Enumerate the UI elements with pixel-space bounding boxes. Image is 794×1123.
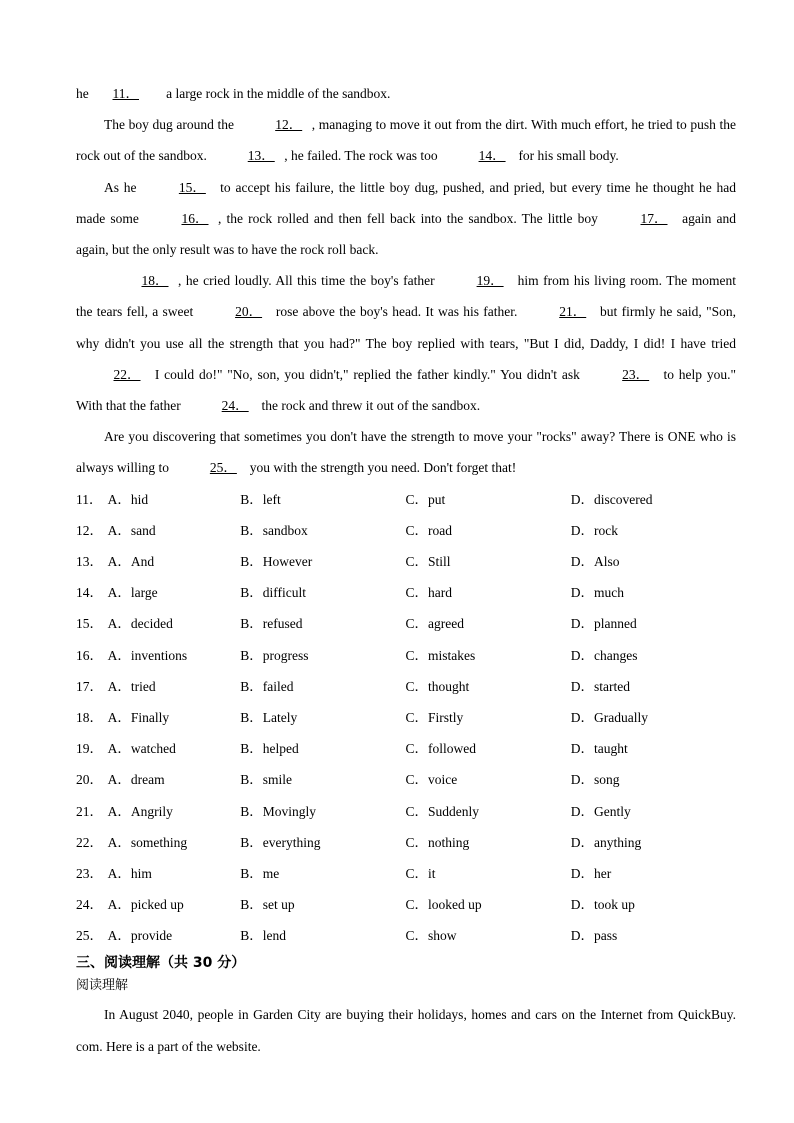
option-c: C．road <box>405 522 453 538</box>
option-c: C．thought <box>405 678 470 694</box>
text: you with the strength you need. Don't forget that! <box>246 460 517 476</box>
option-d: D．pass <box>570 928 618 944</box>
option-d: D．her <box>570 865 612 881</box>
option-a: A．picked up <box>107 897 184 913</box>
option-row <box>76 546 736 577</box>
text: , he cried loudly. All this time the boy's father <box>178 273 440 289</box>
blank-17: 17． <box>640 210 668 226</box>
option-c: C．Still <box>405 554 451 570</box>
text: I could do!" "No, son, you didn't," replied the father kindly." You didn't ask <box>150 366 585 382</box>
text: rose above the boy's head. It was his father. <box>271 304 522 320</box>
blank-13: 13． <box>247 148 275 164</box>
option-c: C．nothing <box>405 834 470 850</box>
option-row <box>76 858 736 889</box>
text: but firmly he said, "Son, why didn't you use all the strength that you had?" The boy replied with tears, "But I did, Daddy, I did! I have tried <box>76 304 736 351</box>
option-d: D．Gently <box>570 803 631 819</box>
document-page <box>76 78 736 1062</box>
option-c: C．hard <box>405 585 453 601</box>
blank-21: 21． <box>559 304 587 320</box>
option-c: C．looked up <box>405 897 482 913</box>
option-row <box>76 796 736 827</box>
option-b: B．smile <box>240 772 293 788</box>
question-number: 15． <box>76 616 103 632</box>
question-number: 21． <box>76 803 103 819</box>
text: As he <box>104 179 142 195</box>
passage-paragraph-3 <box>76 172 736 266</box>
blank-15: 15． <box>178 179 206 195</box>
question-number: 22． <box>76 834 103 850</box>
option-c: C．Firstly <box>405 709 464 725</box>
option-b: B．progress <box>240 647 309 663</box>
option-b: B．set up <box>240 897 295 913</box>
text: to help you." With that the father <box>76 366 736 414</box>
text: he <box>76 86 89 101</box>
question-number: 23． <box>76 865 103 881</box>
option-b: B．everything <box>240 834 321 850</box>
option-c: C．show <box>405 928 457 944</box>
question-number: 19． <box>76 741 103 757</box>
question-number: 20． <box>76 772 103 788</box>
option-d: D．started <box>570 678 630 694</box>
option-c: C．put <box>405 491 446 507</box>
option-d: D．anything <box>570 834 642 850</box>
blank-20: 20． <box>235 304 263 320</box>
question-number: 25． <box>76 928 103 944</box>
option-row <box>76 671 736 702</box>
option-b: B．failed <box>240 678 294 694</box>
option-row <box>76 889 736 920</box>
option-b: B．me <box>240 865 280 881</box>
option-c: C．it <box>405 865 436 881</box>
question-number: 14． <box>76 585 103 601</box>
text: , he failed. The rock was too <box>284 148 442 164</box>
blank-11: 11． <box>112 86 139 101</box>
option-a: A．Angrily <box>107 803 173 819</box>
passage-paragraph-2 <box>76 109 736 171</box>
text: , the rock rolled and then fell back into the sandbox. The little boy <box>218 210 603 226</box>
text: for his small body. <box>515 148 619 164</box>
option-row <box>76 484 736 515</box>
option-d: D．changes <box>570 647 638 663</box>
option-b: B．helped <box>240 741 299 757</box>
option-b: B．Movingly <box>240 803 317 819</box>
option-d: D．took up <box>570 897 635 913</box>
option-a: A．large <box>107 585 158 601</box>
option-d: D．Gradually <box>570 709 648 725</box>
option-row <box>76 733 736 764</box>
option-b: B．lend <box>240 928 287 944</box>
option-a: A．decided <box>107 616 173 632</box>
option-a: A．tried <box>107 678 156 694</box>
question-number: 13． <box>76 554 103 570</box>
option-row <box>76 764 736 795</box>
option-row <box>76 702 736 733</box>
options-list <box>76 484 736 952</box>
option-a: A．him <box>107 865 152 881</box>
option-d: D．discovered <box>570 491 653 507</box>
option-b: B．left <box>240 491 281 507</box>
option-d: D．much <box>570 585 625 601</box>
option-b: B．Lately <box>240 709 298 725</box>
text: him from his living room. The moment the tears fell, a sweet <box>76 273 736 320</box>
text: Are you discovering that sometimes you don't have the strength to move your "rocks" away? There is ONE who is always willing to <box>76 429 736 476</box>
question-number: 12． <box>76 522 103 538</box>
blank-16: 16． <box>181 210 209 226</box>
option-c: C．agreed <box>405 616 464 632</box>
blank-18: 18． <box>141 273 169 289</box>
text: a large rock in the middle of the sandbox. <box>162 86 391 101</box>
option-a: A．hid <box>107 491 149 507</box>
option-a: A．Finally <box>107 709 170 725</box>
option-c: C．mistakes <box>405 647 476 663</box>
question-number: 24． <box>76 897 103 913</box>
passage-paragraph-4 <box>76 265 736 421</box>
option-d: D．Also <box>570 554 620 570</box>
blank-24: 24． <box>221 398 249 414</box>
blank-14: 14． <box>478 148 506 164</box>
question-number: 11． <box>76 491 103 507</box>
option-d: D．song <box>570 772 620 788</box>
option-a: A．dream <box>107 772 165 788</box>
option-c: C．followed <box>405 741 477 757</box>
question-number: 16． <box>76 647 103 663</box>
option-d: D．taught <box>570 741 628 757</box>
text: again and again, but the only result was to have the rock roll back. <box>76 210 736 258</box>
option-row <box>76 608 736 639</box>
option-row <box>76 827 736 858</box>
option-c: C．voice <box>405 772 458 788</box>
blank-23: 23． <box>622 366 650 382</box>
blank-19: 19． <box>476 273 504 289</box>
option-d: D．rock <box>570 522 619 538</box>
option-a: A．provide <box>107 928 173 944</box>
option-a: A．inventions <box>107 647 188 663</box>
option-a: A．watched <box>107 741 176 757</box>
text: The boy dug around the <box>104 117 238 133</box>
option-b: B．refused <box>240 616 303 632</box>
blank-25: 25． <box>209 460 237 476</box>
blank-12: 12． <box>275 117 303 133</box>
option-a: A．And <box>107 554 155 570</box>
option-row <box>76 577 736 608</box>
option-b: B．sandbox <box>240 522 308 538</box>
question-number: 18． <box>76 709 103 725</box>
option-d: D．planned <box>570 616 637 632</box>
option-c: C．Suddenly <box>405 803 480 819</box>
text: , managing to move it out from the dirt. With much effort, he tried to push the rock out of the sandbox. <box>76 117 736 164</box>
reading-intro: In August 2040, people in Garden City are buying their holidays, homes and cars on the Internet from QuickBuy. com. Here is a part of the website. <box>76 1007 736 1054</box>
option-a: A．something <box>107 834 188 850</box>
section-title: 三、阅读理解（共 30 分） <box>76 955 246 972</box>
passage-paragraph-5 <box>76 421 736 483</box>
passage-paragraph-1 <box>76 78 736 109</box>
text: to accept his failure, the little boy dug, pushed, and pried, but every time he thought he had made some <box>76 179 736 226</box>
option-a: A．sand <box>107 522 156 538</box>
option-row <box>76 515 736 546</box>
text: the rock and threw it out of the sandbox. <box>258 398 481 414</box>
option-row <box>76 920 736 951</box>
option-b: B．difficult <box>240 585 307 601</box>
option-b: B．However <box>240 554 313 570</box>
blank-22: 22． <box>113 366 141 382</box>
option-row <box>76 640 736 671</box>
question-number: 17． <box>76 678 103 694</box>
section-subtitle: 阅读理解 <box>76 978 129 994</box>
